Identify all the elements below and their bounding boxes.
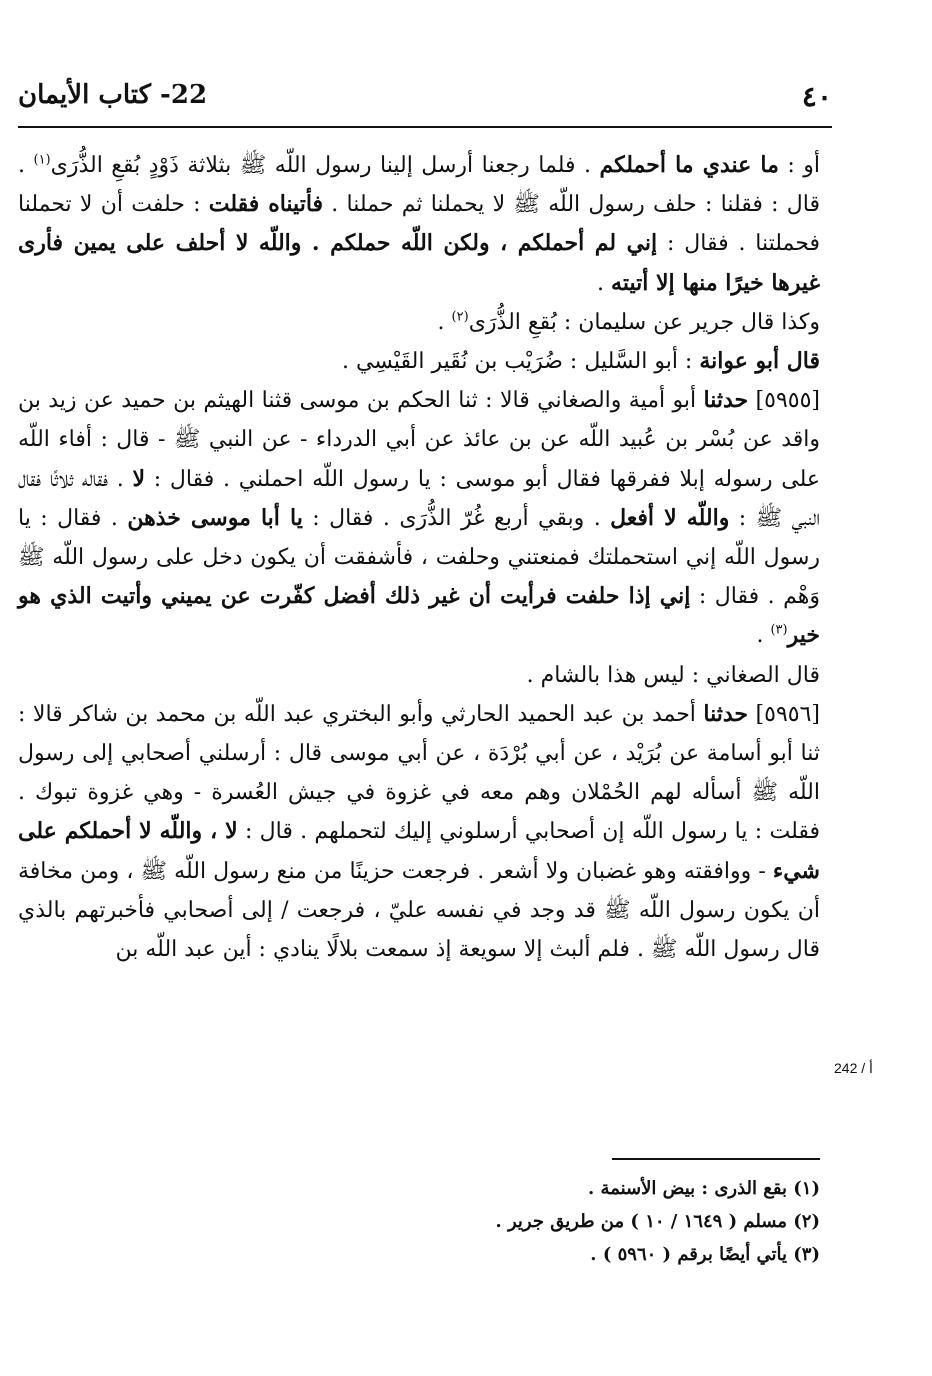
paragraph-3 — [18, 342, 820, 381]
bold-run: لا ، واللّه لا أحملكم على شيء — [18, 818, 820, 884]
bold-run: قال أبو عوانة — [699, 348, 820, 375]
text-run: . فقال : يا رسول اللّه إني استحملتك فمنعتني وحلفت ، فأشفقت أن يكون دخل على رسول اللّه ﷺ وَهْم . فقال : — [18, 505, 820, 610]
bold-run: حدثنا — [703, 700, 749, 727]
hadith-number: [٥٩٥٥] — [748, 388, 820, 414]
text-run: وكذا قال جرير عن سليمان : بُقعِ الذُّرَى — [468, 309, 820, 335]
margin-folio-note: 242 / أ — [834, 1060, 873, 1076]
text-run: : أبو السَّليل : ضُرَيْب بن نُقَير القَيْسِي . — [341, 349, 700, 375]
text-run: - ووافقته وهو غضبان ولا أشعر . فرجعت حزينًا من منع رسول اللّه ﷺ ، ومن مخافة أن يكون رسول اللّه ﷺ قد وجد في نفسه عليّ ، فرجعت / إلى أصحابي فأخبرتهم بالذي قال رسول اللّه ﷺ . فلم ألبث إلا سويعة إذ سمعت بلالًا ينادي : أين عبد اللّه بن — [18, 858, 820, 963]
text-run: . — [437, 309, 452, 335]
text-run: . — [597, 270, 612, 296]
text-run: أو : — [778, 153, 820, 178]
text-run: أحمد بن عبد الحميد الحارثي وأبو البختري عبد اللّه بن محمد بن شاكر قالا : ثنا أبو أسامة عن بُرَيْد ، عن أبي بُرْدَة ، عن أبي موسى قال : أرسلني أصحابي إلى رسول اللّه ﷺ أسأله لهم الحُمْلان وهم معه في غزوة في جيش العُسرة - وهي غزوة تبوك . فقلت : يا رسول اللّه إن أصحابي أرسلوني إليك لتحملهم . قال : — [18, 701, 821, 845]
header-rule — [18, 126, 832, 128]
paragraph-5 — [18, 656, 820, 695]
paragraph-1 — [18, 146, 820, 303]
footnote-1: (١) بقع الذرى : بيض الأسنمة . — [588, 1178, 820, 1199]
paragraph-2 — [18, 303, 820, 342]
bold-run: إني لم أحملكم ، ولكن اللّه حملكم . واللّه لا أحلف على يمين فأرى غيرها خيرًا منها إلا أتيته — [18, 230, 820, 296]
page-number: ٤٠ — [801, 80, 832, 113]
footnote-ref: (٣) — [770, 623, 788, 639]
bold-run: واللّه لا أفعل — [610, 504, 730, 531]
footnote-rule — [612, 1158, 820, 1160]
bold-run: ما عندي ما أحملكم — [599, 152, 779, 178]
text-run: . وبقي أربع غُرّ الذُّرَى . فقال : — [302, 505, 611, 531]
footnote-ref: (١) — [33, 152, 51, 168]
running-title: 22- كتاب الأيمان — [18, 80, 208, 110]
footnote-2: (٢) مسلم ( ١٦٤٩ / ١٠ ) من طريق جرير . — [495, 1211, 820, 1232]
text-run: . — [756, 623, 771, 649]
page-header — [18, 80, 832, 128]
bold-run: لا — [132, 465, 146, 492]
text-run: . فلما رجعنا أرسل إلينا رسول اللّه ﷺ بثلاثة ذَوْدٍ بُقعِ الذُّرَى — [50, 153, 600, 178]
bold-run: فأتيناه فقلت — [208, 191, 324, 218]
hadith-5956 — [18, 695, 820, 969]
bold-run: يا أبا موسى خذهن — [127, 504, 303, 531]
text-run: . قال : فقلنا : حلف رسول اللّه ﷺ لا يحملنا ثم حملنا . — [18, 153, 820, 218]
footnote-3: (٣) يأتي أيضًا برقم ( ٥٩٦٠ ) . — [590, 1244, 820, 1265]
footnotes — [18, 1172, 820, 1271]
text-run: قال الصغاني : ليس هذا بالشام . — [526, 662, 820, 688]
text-run: : حلفت أن لا تحملنا فحملتنا . فقال : — [18, 192, 820, 257]
text-run: . فقاله ثلاثًا فقال النبي ﷺ : — [18, 466, 820, 531]
hadith-5955 — [18, 381, 820, 655]
text-run: أبو أمية والصغاني قالا : ثنا الحكم بن موسى قثنا الهيثم بن حميد عن زيد بن واقد عن بُسْر بن عُبيد اللّه عن بن عائذ عن أبي الدرداء - عن النبي ﷺ - قال : أفاء اللّه على رسوله إبلا ففرقها فقال أبو موسى : يا رسول اللّه احملني . فقال : — [18, 388, 820, 492]
hadith-number: [٥٩٥٦] — [748, 701, 820, 727]
main-text — [18, 146, 820, 969]
footnote-ref: (٢) — [451, 309, 469, 325]
bold-run: حدثنا — [703, 387, 749, 414]
bold-run: إني إذا حلفت فرأيت أن غير ذلك أفضل كفّرت عن يميني وأتيت الذي هو خير — [18, 583, 820, 649]
